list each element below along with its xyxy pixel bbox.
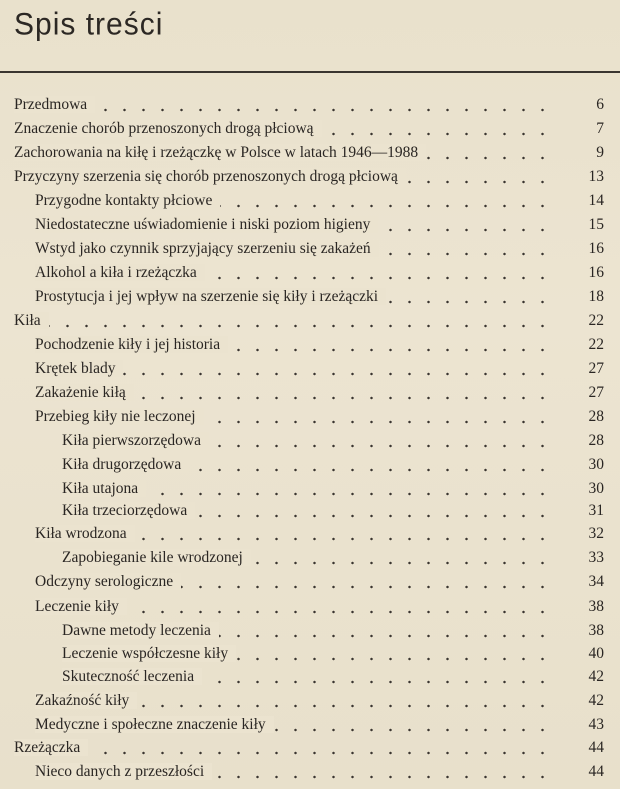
toc-entry-text: Zakaźność kiły: [35, 692, 137, 709]
toc-entry-page: 38: [588, 598, 604, 615]
toc-entry: [0, 286, 620, 308]
toc-entry-page: 18: [588, 288, 604, 305]
toc-entry-label-dots: [35, 238, 552, 260]
toc-entry-page: 33: [588, 549, 604, 566]
toc-entry-label-dots: [62, 666, 552, 688]
toc-entry-label-dots: [35, 286, 552, 308]
toc-entry: [0, 643, 620, 665]
toc-entry-label-dots: [62, 478, 552, 500]
toc-entry-page: 42: [588, 668, 604, 685]
toc-entry-page: 30: [588, 480, 604, 497]
toc-entry: [0, 310, 620, 332]
toc-entry: [0, 571, 620, 593]
toc-entry: [0, 596, 620, 618]
toc-entry-label-dots: [14, 142, 552, 164]
toc-entry-page: 9: [596, 144, 604, 161]
toc-entry-label-dots: [14, 118, 552, 140]
toc-entry: [0, 142, 620, 164]
toc-entry-label-dots: [35, 334, 552, 356]
toc-entry: [0, 478, 620, 500]
toc-entry-label-dots: [35, 761, 552, 783]
toc-entry-label-dots: [62, 500, 552, 522]
toc-entry-text: Zakażenie kiłą: [35, 384, 134, 401]
toc-entry: [0, 118, 620, 140]
toc-entry-page: 44: [588, 739, 604, 756]
toc-entry-text: Zachorowania na kiłę i rzeżączkę w Polsce w latach 1946—1988: [14, 144, 426, 161]
toc-entry-text: Przygodne kontakty płciowe: [35, 192, 220, 209]
toc-entry-label-dots: [14, 737, 552, 759]
toc-entry-page: 14: [588, 192, 604, 209]
toc-entry-label-dots: [14, 94, 552, 116]
toc-entry-text: Wstyd jako czynnik sprzyjający szerzeniu się zakażeń: [35, 240, 379, 257]
toc-entry: [0, 262, 620, 284]
toc-entry-label-dots: [35, 571, 552, 593]
toc-entry: [0, 620, 620, 642]
toc-entry-text: Kiła pierwszorzędowa: [62, 432, 209, 449]
toc-entry-page: 13: [588, 168, 604, 185]
toc-entry-label-dots: [35, 358, 552, 380]
toc-entry-label-dots: [35, 262, 552, 284]
toc-entry-text: Znaczenie chorób przenoszonych drogą płciową: [14, 120, 322, 137]
toc-entry-page: 6: [596, 96, 604, 113]
toc-entry: [0, 714, 620, 736]
toc-entry: [0, 523, 620, 545]
toc-entry-text: Prostytucja i jej wpływ na szerzenie się kiły i rzeżączki: [35, 288, 386, 305]
toc-entry-label-dots: [14, 166, 552, 188]
toc-entry-label-dots: [35, 523, 552, 545]
toc-entry: [0, 166, 620, 188]
toc-entry-page: 44: [588, 763, 604, 780]
toc-entry-text: Leczenie kiły: [35, 598, 127, 615]
toc-entry-label-dots: [14, 310, 552, 332]
toc-entry: [0, 382, 620, 404]
toc-entry-label-dots: [62, 430, 552, 452]
toc-entry-label-dots: [35, 214, 552, 236]
toc-entry-text: Kiła wrodzona: [35, 525, 135, 542]
toc-entry-page: 40: [588, 645, 604, 662]
toc-entry-page: 7: [596, 120, 604, 137]
toc-entry-page: 32: [588, 525, 604, 542]
toc-entry-text: Skuteczność leczenia: [62, 668, 202, 685]
toc-entry-page: 28: [588, 432, 604, 449]
toc-entry-text: Dawne metody leczenia: [62, 622, 219, 639]
toc-entry-text: Przebieg kiły nie leczonej: [35, 408, 204, 425]
toc-entry: [0, 430, 620, 452]
toc-entry-text: Kiła utajona: [62, 480, 146, 497]
toc-entry: [0, 761, 620, 783]
toc-entry: [0, 190, 620, 212]
toc-entry: [0, 690, 620, 712]
toc-entry-label-dots: [35, 406, 552, 428]
toc-entry-text: Nieco danych z przeszłości: [35, 763, 212, 780]
toc-entry-text: Kiła: [14, 312, 49, 329]
toc-entry-page: 16: [588, 264, 604, 281]
toc-entry: [0, 334, 620, 356]
title-rule: [0, 71, 620, 73]
toc-entry: [0, 454, 620, 476]
toc-entry-label-dots: [35, 596, 552, 618]
toc-entry-page: 16: [588, 240, 604, 257]
toc-entry-text: Niedostateczne uświadomienie i niski poziom higieny: [35, 216, 378, 233]
page-title: Spis treści: [14, 7, 164, 42]
toc-entry: [0, 214, 620, 236]
toc-entry-page: 22: [588, 336, 604, 353]
toc-entry-text: Leczenie współczesne kiły: [62, 645, 236, 662]
toc-entry-text: Krętek blady: [35, 360, 123, 377]
toc-entry-label-dots: [35, 382, 552, 404]
toc-entry-page: 30: [588, 456, 604, 473]
toc-entry-label-dots: [62, 643, 552, 665]
toc-entry-text: Przedmowa: [14, 96, 95, 113]
toc-entry: [0, 238, 620, 260]
toc-entry-text: Medyczne i społeczne znaczenie kiły: [35, 716, 274, 733]
toc-entry-label-dots: [62, 620, 552, 642]
toc-entry-text: Odczyny serologiczne: [35, 573, 181, 590]
toc-entry: [0, 406, 620, 428]
toc-entry-text: Pochodzenie kiły i jej historia: [35, 336, 228, 353]
toc-entry-text: Rzeżączka: [14, 739, 88, 756]
toc-entry-page: 27: [588, 384, 604, 401]
toc-entry-label-dots: [35, 714, 552, 736]
toc-entry-label-dots: [62, 547, 552, 569]
toc-entry-page: 31: [588, 502, 604, 519]
toc-entry-text: Przyczyny szerzenia się chorób przenoszonych drogą płciową: [14, 168, 406, 185]
toc-entry-page: 15: [588, 216, 604, 233]
toc-entry-page: 28: [588, 408, 604, 425]
toc-entry-page: 22: [588, 312, 604, 329]
toc-entry-label-dots: [35, 190, 552, 212]
toc-entry-page: 42: [588, 692, 604, 709]
toc-entry-page: 43: [588, 716, 604, 733]
toc-entry-page: 38: [588, 622, 604, 639]
toc-entry-label-dots: [62, 454, 552, 476]
toc-entry: [0, 666, 620, 688]
toc-entry: [0, 500, 620, 522]
toc-entry: [0, 94, 620, 116]
toc-entry-label-dots: [35, 690, 552, 712]
toc-entry-text: Zapobieganie kile wrodzonej: [62, 549, 251, 566]
toc-entry-text: Kiła trzeciorzędowa: [62, 502, 195, 519]
toc-entry-page: 34: [588, 573, 604, 590]
toc-entry-text: Kiła drugorzędowa: [62, 456, 189, 473]
toc-entry: [0, 547, 620, 569]
toc-entry: [0, 737, 620, 759]
toc-entry-page: 27: [588, 360, 604, 377]
toc-entry-text: Alkohol a kiła i rzeżączka: [35, 264, 205, 281]
toc-entry: [0, 358, 620, 380]
